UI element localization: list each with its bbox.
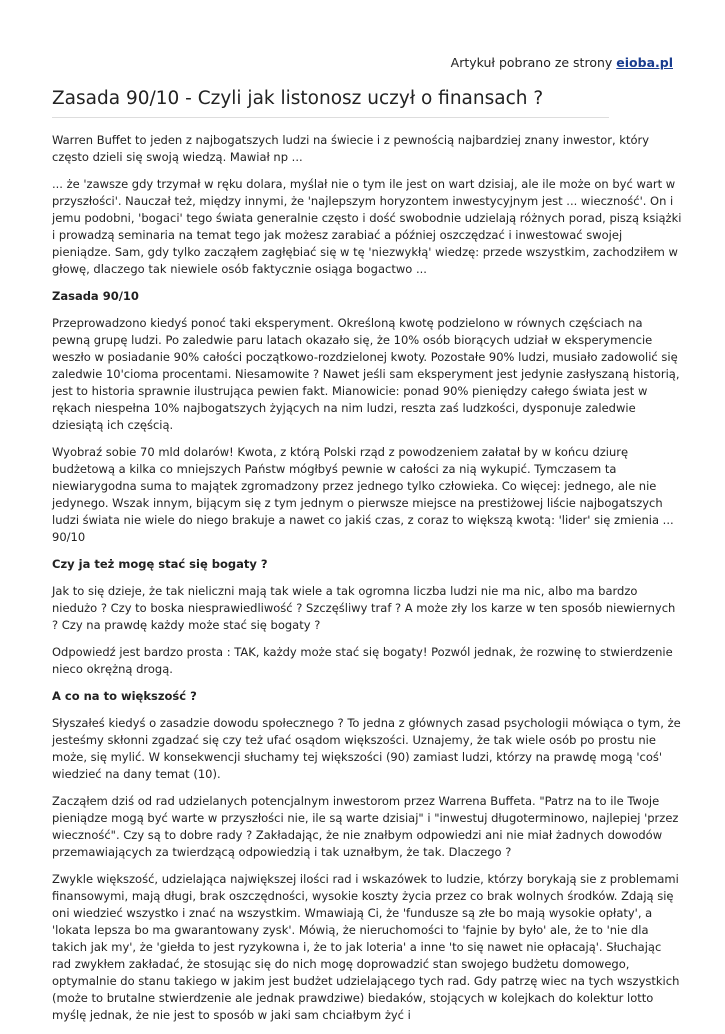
- article-title: Zasada 90/10 - Czyli jak listonosz uczył o finansach ?: [52, 88, 544, 109]
- section-heading: A co na to większość ?: [52, 689, 197, 703]
- paragraph: ... że 'zawsze gdy trzymał w ręku dolara, myślał nie o tym ile jest on wart dzisiaj, ale ile może on być wart w przyszłości'. Nauczał też, między innymi, że 'najlepszym horyzontem inwestycyjnym jest ... wieczność'. On i jemu podobni, 'bogaci' tego świata generalnie często i dość swobodnie udzielają różnych porad, piszą książki i prowadzą seminaria na temat tego jak możesz zarabiać a później oszczędzać i inwestować swojej pieniądze. Sam, gdy tylko zacząłem zagłębiać się w tę 'niezwykłą' wiedzę: przede wszystkim, zachodziłem w głowę, dlaczego tak niewiele osób faktycznie osiąga bogactwo ...: [52, 177, 682, 276]
- title-divider: [52, 117, 609, 118]
- paragraph: Wyobraź sobie 70 mld dolarów! Kwota, z którą Polski rząd z powodzeniem załatał by w końcu dziurę budżetową a kilka co mniejszych Państw mógłbyś pewnie w całości za nią wykupić. Tymczasem ta niewiarygodna suma to majątek zgromadzony przez jednego tylko człowieka. Co więcej: jednego, ale nie jedynego. Wszak innym, bijącym się z tym jednym o pierwsze miejsce na prestiżowej liście najbogatszych ludzi świata nie wiele do niego brakuje a nawet co jakiś czas, z coraz to większą kwotą: 'lider' się zmienia ... 90/10: [52, 445, 674, 544]
- article-body: [52, 132, 682, 1034]
- source-prefix: Artykuł pobrano ze strony: [450, 55, 613, 70]
- paragraph: Odpowiedź jest bardzo prosta : TAK, każdy może stać się bogaty! Pozwól jednak, że rozwinę to stwierdzenie nieco okrężną drogą.: [52, 645, 673, 676]
- paragraph: Słyszałeś kiedyś o zasadzie dowodu społecznego ? To jedna z głównych zasad psychologii mówiąca o tym, że jesteśmy skłonni zgadzać się czy też ufać osądom większości. Uznajemy, że tak wiele osób po prostu nie może, się mylić. W konsekwencji słuchamy tej większości (90) zamiast ludzi, którzy na prawdę mogą 'coś' wiedzieć na dany temat (10).: [52, 716, 681, 781]
- paragraph: Zacząłem dziś od rad udzielanych potencjalnym inwestorom przez Warrena Buffeta. "Patrz na to ile Twoje pieniądze mogą być warte w przyszłości nie, ile są warte dzisiaj" i "inwestuj długoterminowo, najlepiej 'przez wieczność". Czy są to dobre rady ? Zakładając, że nie znałbym odpowiedzi ani nie miał żadnych dowodów przemawiających za twierdzącą odpowiedzią i tak uznałbym, że tak. Dlaczego ?: [52, 794, 679, 859]
- paragraph: Jak to się dzieje, że tak nieliczni mają tak wiele a tak ogromna liczba ludzi nie ma nic, albo ma bardzo niedużo ? Czy to boska niesprawiedliwość ? Szczęśliwy traf ? A może zły los karze w ten sposób niewiernych ? Czy na prawdę każdy może stać się bogaty ?: [52, 584, 676, 632]
- source-link[interactable]: eioba.pl: [616, 55, 673, 70]
- section-heading: Zasada 90/10: [52, 289, 139, 303]
- source-attribution: [451, 55, 673, 70]
- section-heading: Czy ja też mogę stać się bogaty ?: [52, 557, 268, 571]
- paragraph: Przeprowadzono kiedyś ponoć taki eksperyment. Określoną kwotę podzielono w równych częściach na pewną grupę ludzi. Po zaledwie paru latach okazało się, że 10% osób biorących udział w eksperymencie weszło w posiadanie 90% całości początkowo-rozdzielonej kwoty. Pozostałe 90% ludzi, musiało zadowolić się zaledwie 10'cioma procentami. Niesamowite ? Nawet jeśli sam eksperyment jest jedynie zasłyszaną historią, jest to historia sprawnie ilustrująca pewien fakt. Mianowicie: ponad 90% pieniędzy całego świata jest w rękach niespełna 10% najbogatszych żyjących na nim ludzi, reszta zaś ludzkości, dysponuje zaledwie dziesiątą ich częścią.: [52, 316, 680, 432]
- paragraph: Zwykle większość, udzielająca największej ilości rad i wskazówek to ludzie, którzy borykają sie z problemami finansowymi, mają długi, brak oszczędności, wysokie koszty życia przez co brak wolnych środków. Zdają się oni wiedzieć wszystko i znać na wszystkim. Wmawiają Ci, że 'fundusze są złe bo mają wysokie opłaty', a 'lokata lepsza bo ma gwarantowany zysk'. Mówią, że nieruchomości to 'fajnie by było' ale, że to 'nie dla takich jak my', że 'giełda to jest ryzykowna i, że to jak loteria' a inne 'to się nawet nie opłacają'. Słuchając rad zwykłem zakładać, że stosując się do nich mogę doprowadzić stan swojego budżetu domowego, optymalnie do stanu takiego w jakim jest budżet udzielającego tych rad. Gdy patrzę wiec na tych wszystkich (może to brutalne stwierdzenie ale jednak prawdziwe) biedaków, stojących w kolejkach do kolektur lotto myślę jednak, że nie jest to sposób w jaki sam chciałbym żyć i: [52, 872, 680, 1022]
- paragraph: Warren Buffet to jeden z najbogatszych ludzi na świecie i z pewnością najbardziej znany inwestor, który często dzieli się swoją wiedzą. Mawiał np ...: [52, 133, 650, 164]
